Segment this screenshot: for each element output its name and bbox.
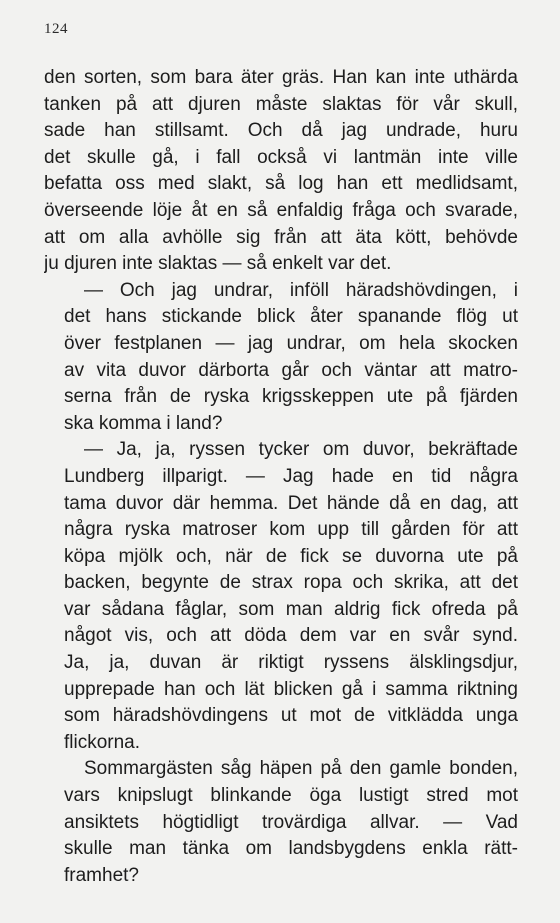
text-line: backen, begynte de strax ropa och skrika, att det — [64, 572, 518, 594]
text-line: det hans stickande blick åter spanande flög ut — [64, 306, 518, 328]
text-line: ska komma i land? — [64, 412, 223, 434]
text-line: det skulle gå, i fall också vi lantmän inte ville — [44, 146, 518, 168]
text-line: — Ja, ja, ryssen tycker om duvor, bekräftade — [84, 439, 518, 461]
text-line: befatta oss med slakt, så log han ett medlidsamt, — [44, 173, 518, 195]
text-line: Ja, ja, duvan är riktigt ryssens älsklingsdjur, — [64, 652, 518, 674]
text-line: några ryska matroser kom upp till gården för att — [64, 519, 518, 541]
text-line: Lundberg illparigt. — Jag hade en tid några — [64, 465, 518, 487]
text-line: vars knipslugt blinkande öga lustigt stred mot — [64, 785, 518, 807]
text-line: att om alla avhölle sig från att äta kött, behövde — [44, 226, 518, 248]
text-line: skulle man tänka om landsbygdens enkla rätt- — [64, 838, 518, 860]
text-line: flickorna. — [64, 731, 141, 753]
text-line: Sommargästen såg häpen på den gamle bonden, — [84, 758, 518, 780]
text-line: som häradshövdingens ut mot de vitklädda unga — [64, 705, 518, 727]
text-line: den sorten, som bara äter gräs. Han kan inte uthärda — [44, 67, 518, 88]
text-line: överseende löje åt en så enfaldig fråga och svarade, — [44, 199, 518, 221]
text-line: över festplanen — jag undrar, om hela skocken — [64, 332, 518, 354]
page-number: 124 — [44, 21, 68, 37]
paragraph-4 — [44, 756, 518, 889]
text-line: tama duvor där hemma. Det hände då en dag, att — [64, 492, 518, 514]
text-line: upprepade han och lät blicken gå i samma riktning — [64, 678, 518, 700]
text-line: — Och jag undrar, inföll häradshövdingen, i — [84, 279, 518, 301]
body-text — [44, 65, 518, 889]
text-line: tanken på att djuren måste slaktas för vår skull, — [44, 93, 518, 115]
paragraph-1 — [44, 65, 518, 278]
text-line: något vis, och att döda dem var en svår synd. — [64, 625, 518, 647]
text-line: var sådana fåglar, som man aldrig fick ofreda på — [64, 598, 518, 620]
text-line: sade han stillsamt. Och då jag undrade, huru — [44, 120, 518, 142]
paragraph-2 — [44, 278, 518, 438]
text-line: framhet? — [64, 864, 139, 886]
text-line: köpa mjölk och, när de fick se duvorna ute på — [64, 545, 518, 567]
text-line: ansiktets högtidligt trovärdiga allvar. — Vad — [64, 811, 518, 833]
text-line: serna från de ryska krigsskeppen ute på fjärden — [64, 386, 518, 408]
text-line: ju djuren inte slaktas — så enkelt var det. — [44, 253, 392, 275]
paragraph-3 — [44, 437, 518, 756]
text-line: av vita duvor därborta går och väntar att matro- — [64, 359, 518, 381]
